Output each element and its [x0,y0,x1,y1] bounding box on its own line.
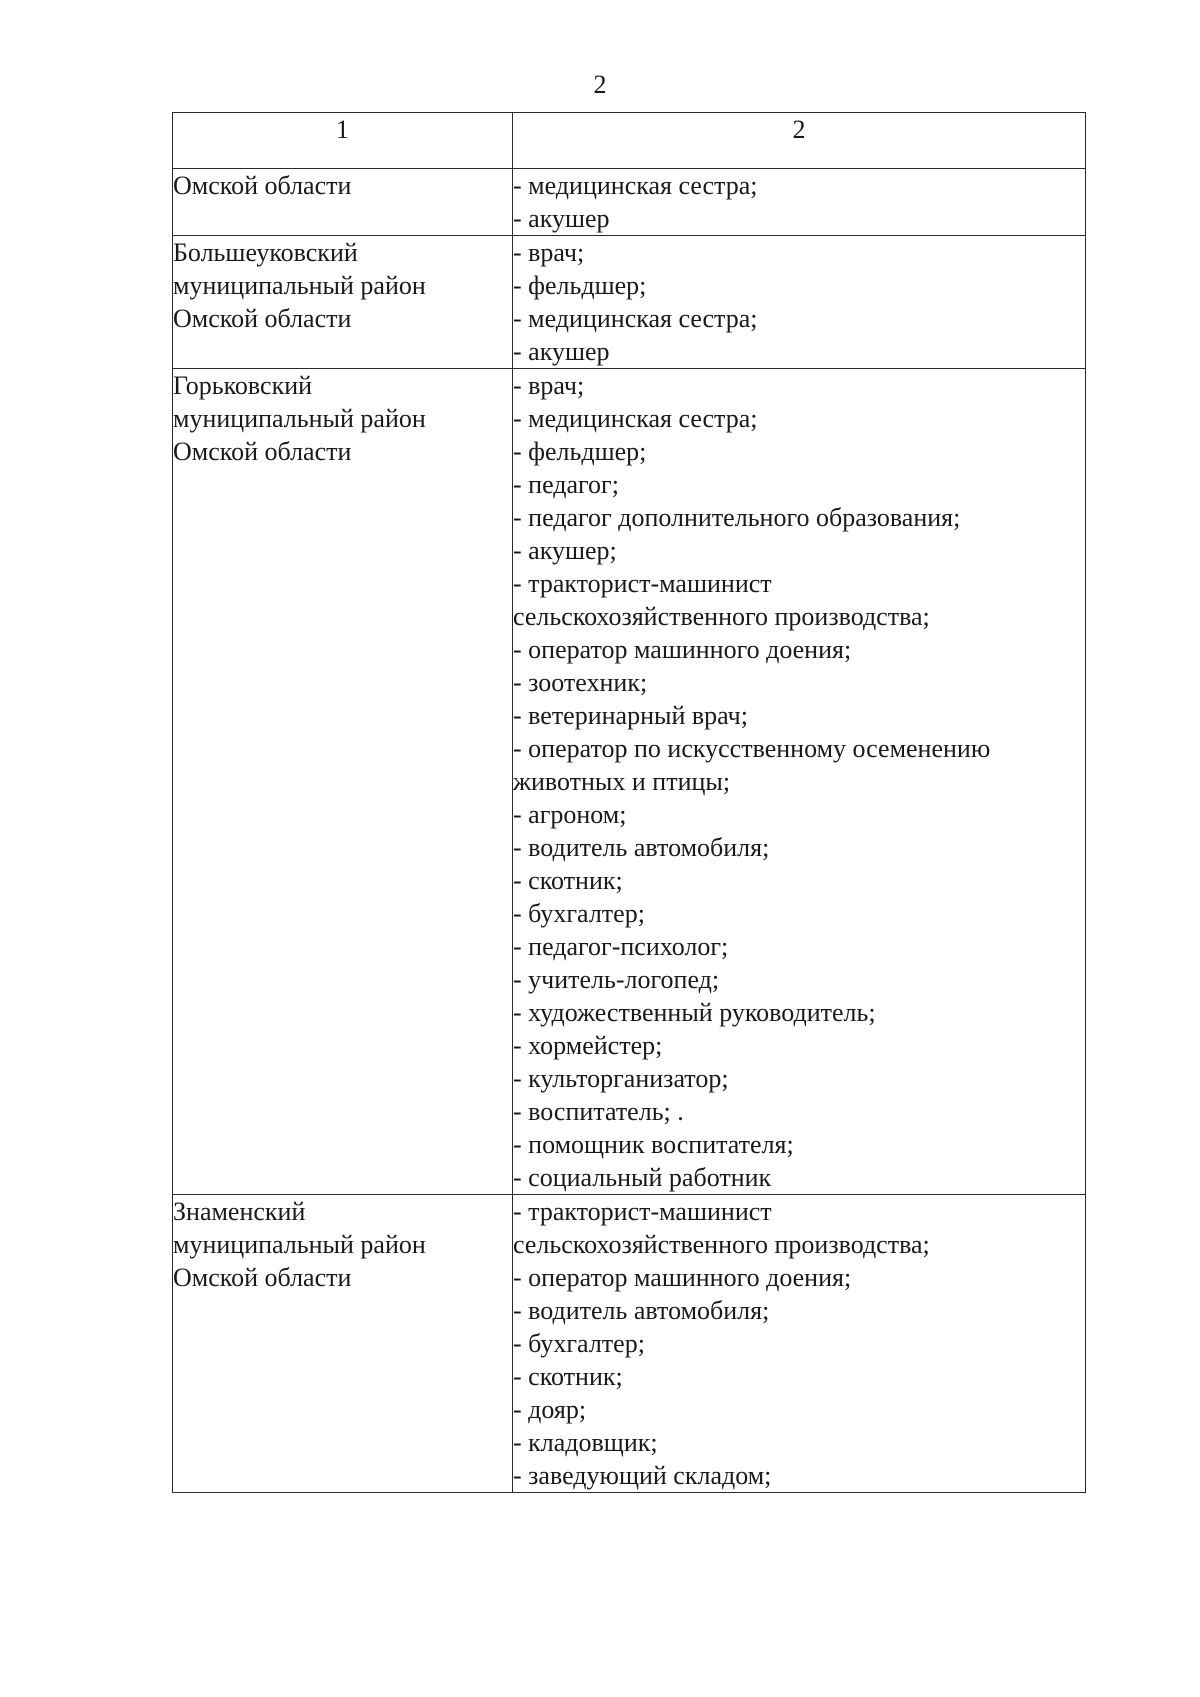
position-line: - фельдшер; [513,437,647,466]
positions-cell [513,169,1086,236]
position-line: - хормейстер; [513,1031,663,1060]
position-line: - оператор машинного доения; [513,635,852,664]
position-line: - скотник; [513,866,623,895]
position-line: - медицинская сестра; [513,404,758,433]
position-line: - кладовщик; [513,1428,658,1457]
district-name-line: муниципальный район [173,271,426,300]
position-line: сельскохозяйственного производства; [513,602,930,631]
district-cell [173,236,513,369]
district-name-line: муниципальный район [173,404,426,433]
position-line: - тракторист-машинист [513,1197,772,1226]
position-line: - врач; [513,238,585,267]
table-header-row [173,113,1086,169]
position-line: - медицинская сестра; [513,304,758,333]
position-line: - бухгалтер; [513,899,645,928]
position-line: - водитель автомобиля; [513,1296,770,1325]
district-cell [173,369,513,1195]
position-line: - художественный руководитель; [513,998,876,1027]
table-row [173,236,1086,369]
position-line: - социальный работник [513,1163,772,1192]
position-line: - фельдшер; [513,271,647,300]
position-line: - скотник; [513,1362,623,1391]
district-name-line: Омской области [173,304,352,333]
district-name-line: Омской области [173,171,352,200]
position-line: - оператор машинного доения; [513,1263,852,1292]
table-row [173,369,1086,1195]
positions-cell [513,236,1086,369]
position-line: - акушер [513,337,610,366]
district-cell [173,169,513,236]
position-line: - оператор по искусственному осеменению [513,734,991,763]
page-number: 2 [593,70,607,99]
district-name-line: Большеуковский [173,238,358,267]
position-line: - воспитатель; . [513,1097,684,1126]
position-line: - помощник воспитателя; [513,1130,794,1159]
district-name-line: Омской области [173,1263,352,1292]
position-line: - тракторист-машинист [513,569,772,598]
position-line: - педагог; [513,470,619,499]
table-row [173,1195,1086,1493]
position-line: - акушер; [513,536,617,565]
position-line: - учитель-логопед; [513,965,720,994]
position-line: - заведующий складом; [513,1461,772,1490]
position-line: - бухгалтер; [513,1329,645,1358]
district-name-line: Знаменский [173,1197,306,1226]
position-line: - врач; [513,371,585,400]
district-name-line: муниципальный район [173,1230,426,1259]
table-row [173,169,1086,236]
position-line: - акушер [513,204,610,233]
position-line: животных и птицы; [513,767,731,796]
position-line: - педагог-психолог; [513,932,729,961]
column-header-2: 2 [513,113,1086,169]
position-line: - культорганизатор; [513,1064,729,1093]
position-line: сельскохозяйственного производства; [513,1230,930,1259]
position-line: - зоотехник; [513,668,648,697]
position-line: - агроном; [513,800,627,829]
position-line: - дояр; [513,1395,587,1424]
district-name-line: Омской области [173,437,352,466]
positions-cell [513,369,1086,1195]
position-line: - ветеринарный врач; [513,701,748,730]
position-line: - водитель автомобиля; [513,833,770,862]
table-body [173,169,1086,1493]
position-line: - медицинская сестра; [513,171,758,200]
positions-table [172,112,1086,1493]
position-line: - педагог дополнительного образования; [513,503,961,532]
positions-cell [513,1195,1086,1493]
column-header-1: 1 [173,113,513,169]
district-cell [173,1195,513,1493]
district-name-line: Горьковский [173,371,313,400]
